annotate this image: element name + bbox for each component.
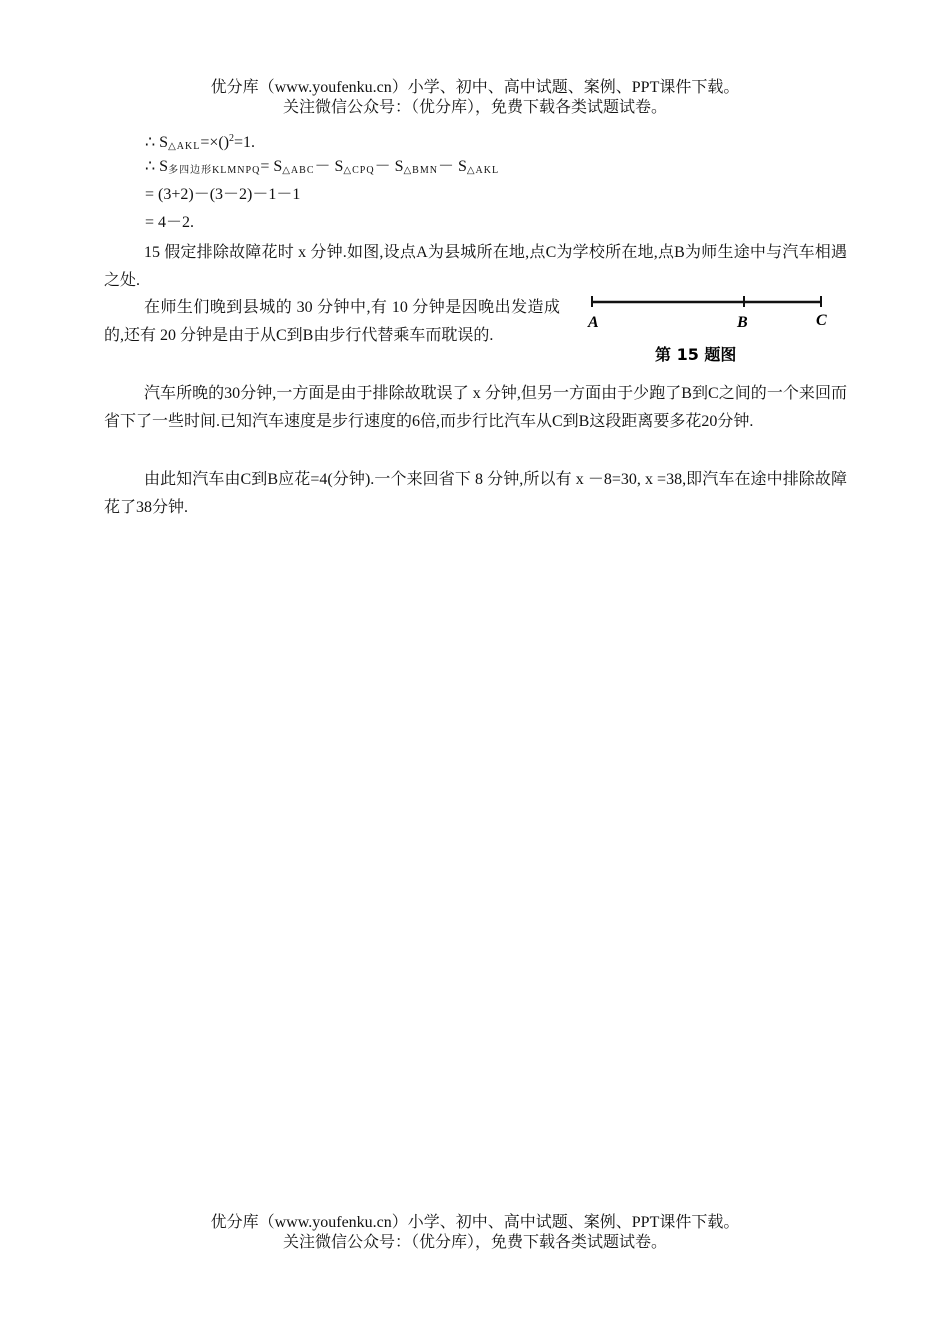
math-text: － S: [374, 158, 404, 175]
label-b: B: [737, 314, 748, 331]
header-line-2: 关注微信公众号：（优分库），免费下载各类试题试卷。: [282, 99, 667, 116]
paragraph-car-delay: 汽车所晚的30分钟,一方面是由于排除故耽误了 x 分钟,但另一方面由于少跑了B到C之间的一个来回而省下了一些时间.已知汽车速度是步行速度的6倍,而步行比汽车从C到B这段距离要多花20分钟.: [104, 385, 847, 430]
page-header: [0, 78, 950, 118]
math-subscript: △AKL: [466, 165, 500, 176]
paragraph-conclusion: 由此知汽车由C到B应花=4(分钟).一个来回省下 8 分钟,所以有 x －8=30, x =38,即汽车在途中排除故障花了38分钟.: [104, 471, 847, 516]
math-text: ∴ S: [145, 134, 169, 151]
math-line-2: [145, 156, 499, 182]
math-subscript: △BMN: [403, 165, 438, 176]
figure-caption: 第 15 题图: [655, 345, 737, 364]
footer-line-1: 优分库（www.youfenku.cn）小学、初中、高中试题、案例、PPT课件下载。: [210, 1214, 740, 1231]
math-superscript: 2: [229, 133, 235, 144]
label-a: A: [588, 314, 599, 331]
math-text: =1.: [234, 134, 256, 151]
math-line-3: = (3+2)－(3－2)－1－1: [145, 186, 301, 203]
page-footer: [0, 1213, 950, 1253]
math-subscript: △AKL: [168, 141, 201, 152]
figure-15-diagram: [583, 293, 845, 371]
math-text: － S: [314, 158, 344, 175]
math-subscript: △CPQ: [343, 165, 375, 176]
math-subscript: 多四边形KLMNPQ: [168, 165, 261, 176]
math-text: = S: [260, 158, 283, 175]
figure-15: [583, 293, 845, 371]
header-line-1: 优分库（www.youfenku.cn）小学、初中、高中试题、案例、PPT课件下载。: [210, 79, 740, 96]
math-line-4: = 4－2.: [145, 214, 195, 231]
math-subscript: △ABC: [282, 165, 315, 176]
math-text: =×(): [200, 134, 230, 151]
paragraph-problem-15: 15 假定排除故障花时 x 分钟.如图,设点A为县城所在地,点C为学校所在地,点B为师生途中与汽车相遇之处.: [104, 244, 847, 289]
paragraph-late-analysis: 在师生们晚到县城的 30 分钟中,有 10 分钟是因晚出发造成的,还有 20 分钟是由于从C到B由步行代替乘车而耽误的.: [104, 299, 560, 344]
label-c: C: [816, 312, 827, 329]
math-text: ∴ S: [145, 158, 169, 175]
math-text: － S: [437, 158, 467, 175]
math-line-1: [145, 128, 255, 158]
footer-line-2: 关注微信公众号：（优分库），免费下载各类试题试卷。: [282, 1234, 667, 1251]
